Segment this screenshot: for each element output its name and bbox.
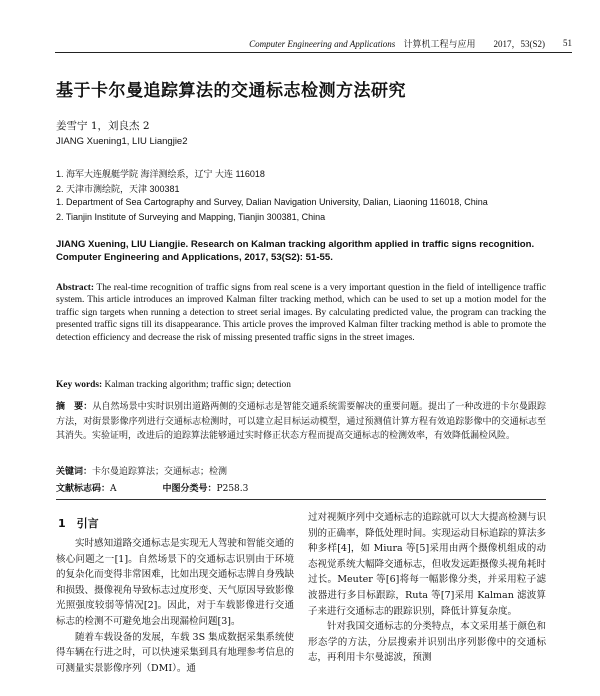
doc-code [56,481,117,494]
clc-value: P258.3 [216,484,249,494]
body-right-paragraph-1: 过对视频序列中交通标志的追踪就可以大大提高检测与识别的正确率，降低处理时间。实现运动目标追踪的算法多种多样[4]，如 Miura 等[5]采用由两个摄像机组成的动态视觉系统大幅降交通标志，但收发远距摄像头视角耗时过长。Meuter 等[6]将每一幅影像分类，并采用粒子滤波器进行多目标跟踪，Ruta 等[7]采用 Kalman 滤波算子来进行交通标志的跟踪识别，降低计算复杂度。 [308,512,546,617]
authors-en: JIANG Xuening1, LIU Liangjie2 [56,136,188,147]
abstract-en [56,282,546,344]
journal-name-cn: 计算机工程与应用 [403,38,476,49]
citation: JIANG Xuening, LIU Liangjie. Research on Kalman tracking algorithm applied in traffic signs recognition. Computer Engineering and Applications, 2017, 53(S2): 51-55. [56,239,535,263]
body-left-paragraph-2: 随着车载设备的发展，车载 3S 集成数据采集系统使得车辆在行进之时，可以快速采集到具有地理参考信息的可测量实景影像序列（DMI）。通 [56,631,294,674]
classification-row [56,481,248,494]
keywords-cn-label: 关键词： [56,467,93,477]
body-column-left [56,536,294,676]
running-header [55,34,572,53]
journal-name: Computer Engineering and Applications [249,38,396,49]
abstract-en-text: The real-time recognition of traffic signs from real scene is a very important question in the field of intelligence traffic system. This article introduces an improved Kalman filter tracking method, which can be used to set up a motion model for the traffic sign targets when running a detection to street serial images. By calculating predicted value, the program can tracking the presented traffic signs till its disappearance. This article proves the improved Kalman filter tracking method is able to promote the detection efficiency and decrease the risk of missing presented traffic signs in the street images. [56,283,546,343]
affiliation-cn-2: 2. 天津市测绘院，天津 300381 [56,184,180,194]
abstract-cn [56,400,546,444]
abstract-en-label: Abstract: [56,283,95,293]
doc-code-label: 文献标志码： [56,484,111,494]
keywords-cn [56,464,227,477]
year-issue: 2017，53(S2) [493,38,545,49]
affiliation-en-2: 2. Tianjin Institute of Surveying and Mapping, Tianjin 300381, China [56,212,326,222]
section-divider [56,499,546,500]
keywords-en-text: Kalman tracking algorithm; traffic sign; detection [104,380,291,390]
affiliation-en-1: 1. Department of Sea Cartography and Survey, Dalian Navigation University, Dalian, Liaoning 116018, China [56,197,488,207]
body-left-paragraph-1: 实时感知道路交通标志是实现无人驾驶和智能交通的核心问题之一[1]。自然场景下的交通标志识别由于环境的复杂化而变得非常困难，比如出现交通标志牌自身残缺和损毁、摄像视角导致标志过度形变、天气原因导致影像光照强度较弱等情况[2]。因此，对于车载影像进行交通标志的检测不可避免地会出现漏检问题[3]。 [56,538,294,627]
doc-code-value: A [110,484,117,494]
abstract-cn-label: 摘 要： [56,402,93,412]
keywords-en-label: Key words: [56,380,103,390]
abstract-cn-text: 从自然场景中实时识别出道路两侧的交通标志是智能交通系统需要解决的重要问题。提出了一种改进的卡尔曼跟踪方法，对街景影像序列进行交通标志检测时，可以建立起目标运动模型，通过预测值计算方程有效追踪影像中的交通标志至其消失。实验证明，改进后的追踪算法能够通过实时修正状态方程而提高交通标志的检测效率，有效降低漏检风险。 [56,402,546,441]
section-heading-intro: 1 引言 [58,517,99,530]
body-right-paragraph-2: 针对我国交通标志的分类特点，本文采用基于颜色和形态学的方法，分层搜索并识别出序列影像中的交通标志，再利用卡尔曼滤波，预测 [308,621,546,664]
page-number: 51 [563,38,572,48]
authors-cn: 姜雪宁 1，刘良杰 2 [56,120,150,132]
clc-number [163,481,249,494]
body-column-right [308,510,546,666]
paper-title: 基于卡尔曼追踪算法的交通标志检测方法研究 [56,81,406,101]
keywords-en [56,380,291,390]
keywords-cn-text: 卡尔曼追踪算法；交通标志；检测 [92,467,228,477]
affiliation-cn-1: 1. 海军大连舰艇学院 海洋测绘系，辽宁 大连 116018 [56,169,265,179]
clc-label: 中图分类号： [162,484,217,494]
